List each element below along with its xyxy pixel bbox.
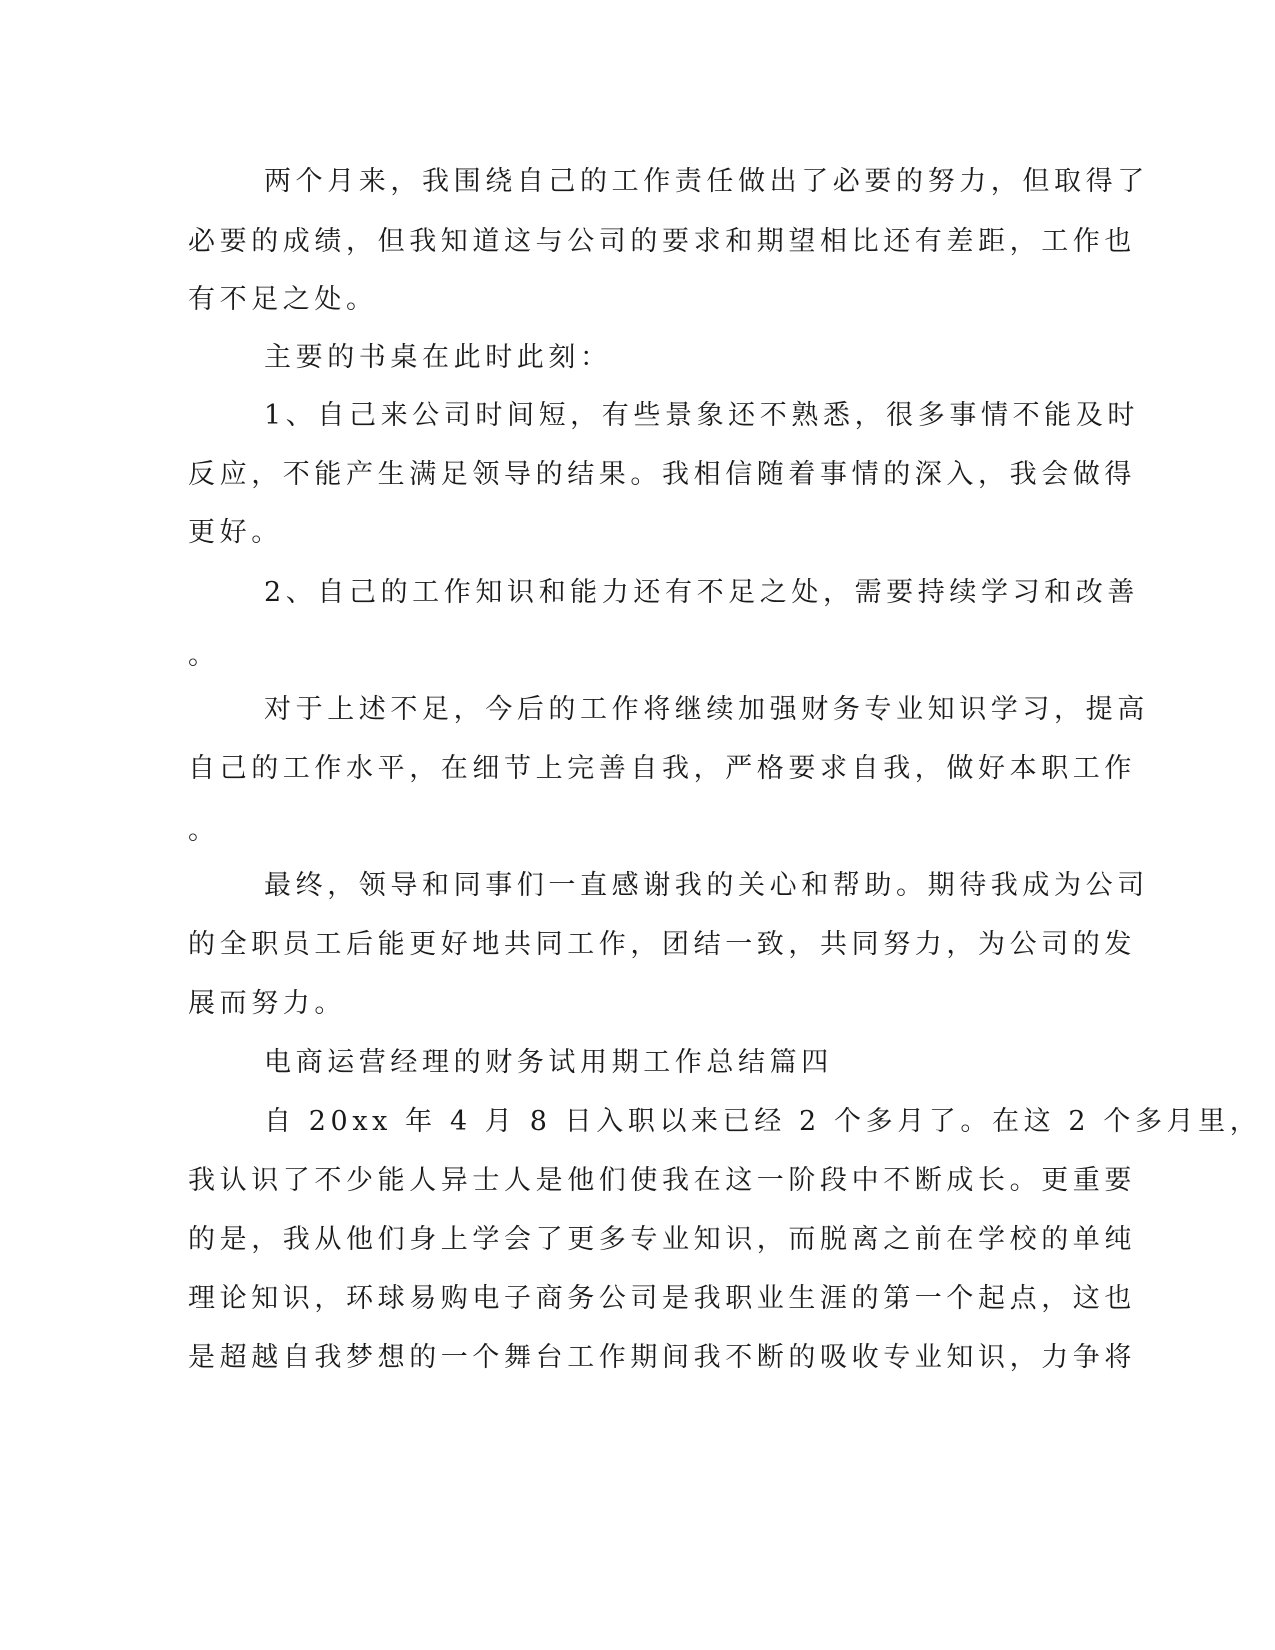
paragraph-line: 。 <box>188 815 220 846</box>
section-heading: 电商运营经理的财务试用期工作总结篇四 <box>264 1047 833 1078</box>
paragraph-line: 对于上述不足，今后的工作将继续加强财务专业知识学习，提高 <box>264 694 1149 725</box>
paragraph-line: 最终，领导和同事们一直感谢我的关心和帮助。期待我成为公司 <box>264 870 1149 901</box>
paragraph-line: 必要的成绩，但我知道这与公司的要求和期望相比还有差距，工作也 <box>188 226 1136 257</box>
paragraph-line: 的是，我从他们身上学会了更多专业知识，而脱离之前在学校的单纯 <box>188 1224 1136 1255</box>
list-item-line: 反应，不能产生满足领导的结果。我相信随着事情的深入，我会做得 <box>188 459 1136 490</box>
list-item-line: 1、自己来公司时间短，有些景象还不熟悉，很多事情不能及时 <box>264 400 1139 431</box>
paragraph-line: 自 20xx 年 4 月 8 日入职以来已经 2 个多月了。在这 2 个多月里， <box>264 1106 1262 1137</box>
paragraph-line: 理论知识，环球易购电子商务公司是我职业生涯的第一个起点，这也 <box>188 1283 1136 1314</box>
list-item-line: 2、自己的工作知识和能力还有不足之处，需要持续学习和改善 <box>264 577 1139 608</box>
paragraph-line: 有不足之处。 <box>188 284 378 315</box>
paragraph-line: 是超越自我梦想的一个舞台工作期间我不断的吸收专业知识，力争将 <box>188 1342 1136 1373</box>
list-item-line: 。 <box>188 640 220 671</box>
paragraph-line: 展而努力。 <box>188 988 346 1019</box>
paragraph-line: 自己的工作水平，在细节上完善自我，严格要求自我，做好本职工作 <box>188 753 1136 784</box>
paragraph-line: 主要的书桌在此时此刻： <box>264 342 612 373</box>
paragraph-line: 两个月来，我围绕自己的工作责任做出了必要的努力，但取得了 <box>264 166 1149 197</box>
list-item-line: 更好。 <box>188 517 283 548</box>
paragraph-line: 我认识了不少能人异士人是他们使我在这一阶段中不断成长。更重要 <box>188 1165 1136 1196</box>
paragraph-line: 的全职员工后能更好地共同工作，团结一致，共同努力，为公司的发 <box>188 929 1136 960</box>
